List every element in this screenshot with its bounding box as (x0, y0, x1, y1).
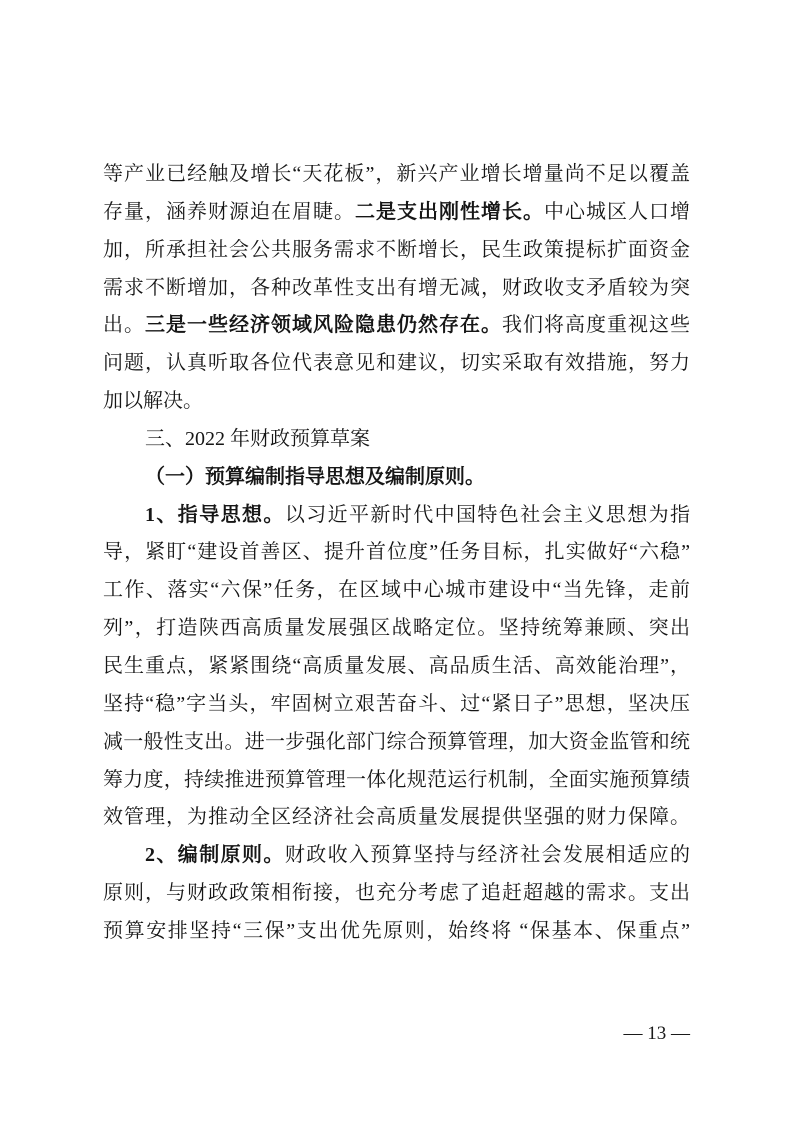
text-segment: 中心城区人口增 (544, 200, 690, 223)
text-segment: 坚持“稳”字当头，牢固树立艰苦奋斗、过“紧日子”思想，坚决压 (103, 692, 690, 715)
text-segment: 存量，涵养财源迫在眉睫。 (103, 200, 355, 223)
text-line (103, 156, 690, 194)
text-line (103, 572, 690, 610)
text-line (103, 875, 690, 913)
text-line (103, 307, 690, 345)
text-line (103, 232, 690, 270)
page-number: — 13 — (623, 1023, 690, 1044)
text-line (103, 194, 690, 232)
section-heading-text: 三、2022 年财政预算草案 (145, 427, 370, 450)
text-segment: 工作、落实“六保”任务，在区域中心城市建设中“当先锋，走前 (103, 579, 690, 602)
text-line (103, 724, 690, 762)
text-segment: 民生重点，紧紧围绕“高质量发展、高品质生活、高效能治理”， (103, 654, 690, 677)
text-segment: 原则，与财政政策相衔接，也充分考虑了追赶超越的需求。支出 (103, 882, 690, 905)
subsection-heading-text: （一）预算编制指导思想及编制原则。 (145, 465, 485, 488)
subsection-heading (103, 459, 690, 497)
document-body (103, 156, 690, 951)
guiding-ideology-paragraph (103, 497, 690, 838)
text-segment: 需求不断增加，各种改革性支出有增无减，财政收支矛盾较为突 (103, 276, 690, 299)
text-line (103, 534, 690, 572)
text-line (103, 837, 690, 875)
text-line (103, 913, 690, 951)
text-segment: 导，紧盯“建设首善区、提升首位度”任务目标，扎实做好“六稳” (103, 541, 690, 564)
text-segment: 加以解决。 (103, 390, 203, 413)
section-heading (103, 421, 690, 459)
text-segment: 列”，打造陕西高质量发展强区战略定位。坚持统筹兼顾、突出 (103, 617, 690, 640)
text-segment: 加，所承担社会公共服务需求不断增长，民生政策提标扩面资金 (103, 238, 690, 261)
text-segment: 我们将高度重视这些 (502, 314, 690, 337)
text-segment: 筹力度，持续推进预算管理一体化规范运行机制，全面实施预算绩 (103, 768, 690, 791)
compilation-principles-title: 2、编制原则。 (145, 844, 285, 867)
bold-point-three: 三是一些经济领域风险隐患仍然存在。 (145, 314, 502, 337)
text-line (103, 383, 690, 421)
text-segment: 问题，认真听取各位代表意见和建议，切实采取有效措施，努力 (103, 352, 690, 375)
text-line (103, 270, 690, 308)
text-line (103, 497, 690, 535)
bold-point-two: 二是支出刚性增长。 (355, 200, 544, 223)
guiding-ideology-title: 1、指导思想。 (145, 503, 285, 526)
text-segment: 财政收入预算坚持与经济社会发展相适应的 (284, 844, 691, 867)
text-segment: 以习近平新时代中国特色社会主义思想为指 (284, 503, 691, 526)
intro-paragraph (103, 156, 690, 421)
text-segment: 等产业已经触及增长“天花板”，新兴产业增长增量尚不足以覆盖 (103, 163, 690, 185)
text-segment: 出。 (103, 314, 145, 337)
text-segment: 效管理，为推动全区经济社会高质量发展提供坚强的财力保障。 (103, 806, 690, 829)
compilation-principles-paragraph (103, 837, 690, 951)
text-line (103, 686, 690, 724)
text-line (103, 762, 690, 800)
text-segment: 预算安排坚持“三保”支出优先原则，始终将 “保基本、保重点” (103, 919, 690, 942)
text-line (103, 648, 690, 686)
text-line (103, 799, 690, 837)
text-line (103, 345, 690, 383)
text-line (103, 610, 690, 648)
text-segment: 减一般性支出。进一步强化部门综合预算管理，加大资金监管和统 (103, 730, 690, 753)
